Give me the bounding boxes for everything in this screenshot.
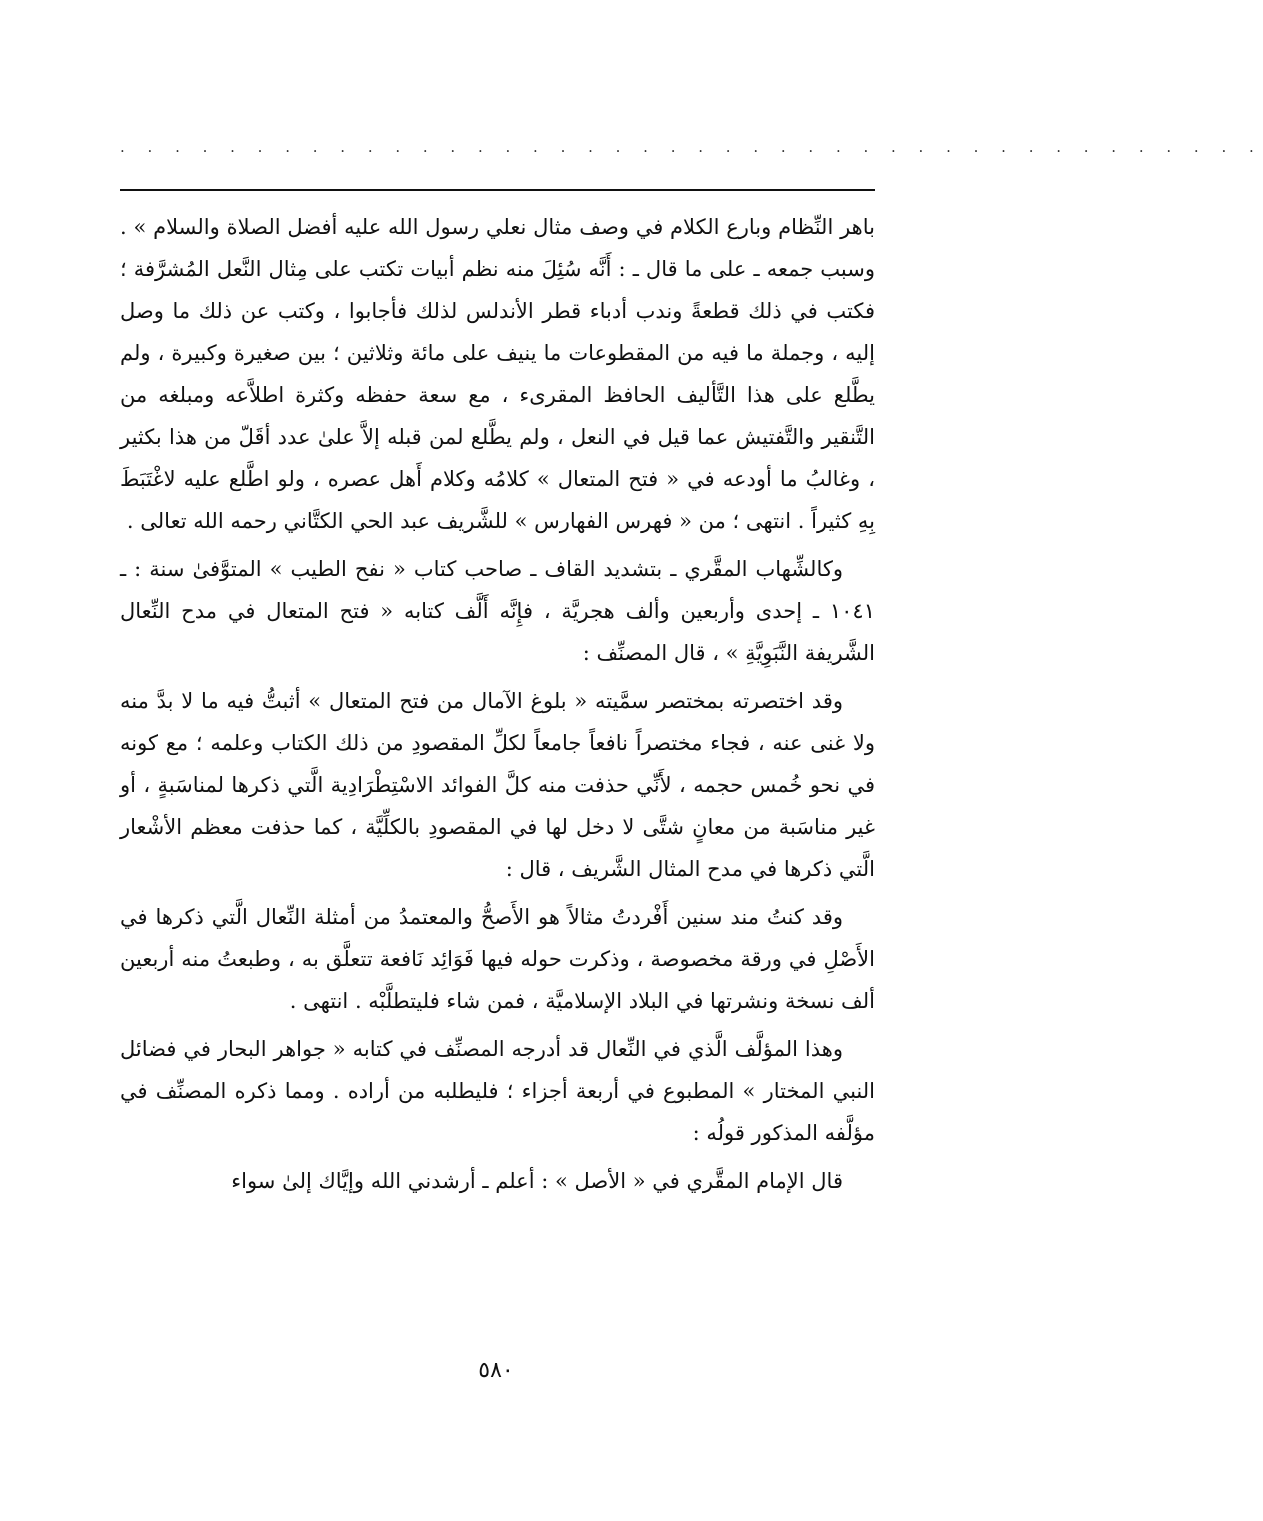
paragraph-1: باهر النِّظام وبارع الكلام في وصف مثال نعلي رسول الله عليه أفضل الصلاة والسلام » . وسبب جمعه ـ على ما قال ـ : أَنَّه سُئِلَ منه نظم أبيات تكتب على مِثال النَّعل المُشرَّفة ؛ فكتب في ذلك قطعةً وندب أدباء قطر الأندلس لذلك فأجابوا ، وكتب عن ذلك ما وصل إليه ، وجملة ما فيه من المقطوعات ما ينيف على مائة وثلاثين ؛ بين صغيرة وكبيرة ، ولم يطَّلع على هذا التَّأليف الحافظ المقرىء ، مع سعة حفظه وكثرة اطلاَّعه ومبلغه من التَّنقير والتَّفتيش عما قيل في النعل ، ولم يطَّلع لمن قبله إلاَّ علىٰ عدد أقَلّ من هذا بكثير ، وغالبُ ما أودعه في « فتح المتعال » كلامُه وكلام أَهل عصره ، ولو اطَّلع عليه لاغْتَبَطَ بِهِ كثيراً . انتهى ؛ من « فهرس الفهارس » للشَّريف عبد الحي الكتَّاني رحمه الله تعالى . — [120, 215, 875, 533]
paragraph-3: وقد اختصرته بمختصر سمَّيته « بلوغ الآمال من فتح المتعال » أثبتُّ فيه ما لا بدَّ منه ولا غنى عنه ، فجاء مختصراً نافعاً جامعاً لكلِّ المقصودِ من ذلك الكتاب وعلمه ؛ مع كونه في نحو خُمس حجمه ، لأَنِّي حذفت منه كلَّ الفوائد الاسْتِطْرَادِية الَّتي ذكرها لمناسَبةٍ ، أو غير مناسَبة من معانٍ شتَّى لا دخل لها في المقصودِ بالكلِّيَّة ، كما حذفت معظم الأشْعار الَّتي ذكرها في مدح المثال الشَّريف ، قال : — [120, 689, 875, 881]
paragraph-6: قال الإمام المقَّري في « الأصل » : أعلم ـ أرشدني الله وإيَّاك إلىٰ سواء — [231, 1169, 843, 1193]
separator-dots: . . . . . . . . . . . . . . . . . . . . . . . . . . . . . . . . . . . . . . . . . . — [120, 138, 1263, 156]
body-text — [120, 206, 875, 1202]
page-number: ٥٨٠ — [478, 1358, 514, 1383]
paragraph-4: وقد كنتُ مند سنين أَفْردتُ مثالاً هو الأَصحُّ والمعتمدُ من أمثلة النِّعال الَّتي ذكرها في الأَصْلِ في ورقة مخصوصة ، وذكرت حوله فيها فَوَائِد نَافعة تتعلَّق به ، وطبعتُ منه أربعين ألف نسخة ونشرتها في البلاد الإسلاميَّة ، فمن شاء فليتطلَّبْه . انتهى . — [120, 905, 875, 1013]
paragraph-5: وهذا المؤلَّف الَّذي في النِّعال قد أدرجه المصنِّف في كتابه « جواهر البحار في فضائل النبي المختار » المطبوع في أربعة أجزاء ؛ فليطلبه من أراده . ومما ذكره المصنِّف في مؤلَّفه المذكور قولُه : — [120, 1037, 875, 1145]
paragraph-2: وكالشِّهاب المقَّري ـ بتشديد القاف ـ صاحب كتاب « نفح الطيب » المتوَّفىٰ سنة : ـ ١٠٤١ ـ إحدى وأربعين وألف هجريَّة ، فإِنَّه أَلَّف كتابه « فتح المتعال في مدح النِّعال الشَّريفة النَّبَوِيَّةِ » ، قال المصنِّف : — [120, 557, 875, 665]
separator-rule — [120, 189, 875, 191]
